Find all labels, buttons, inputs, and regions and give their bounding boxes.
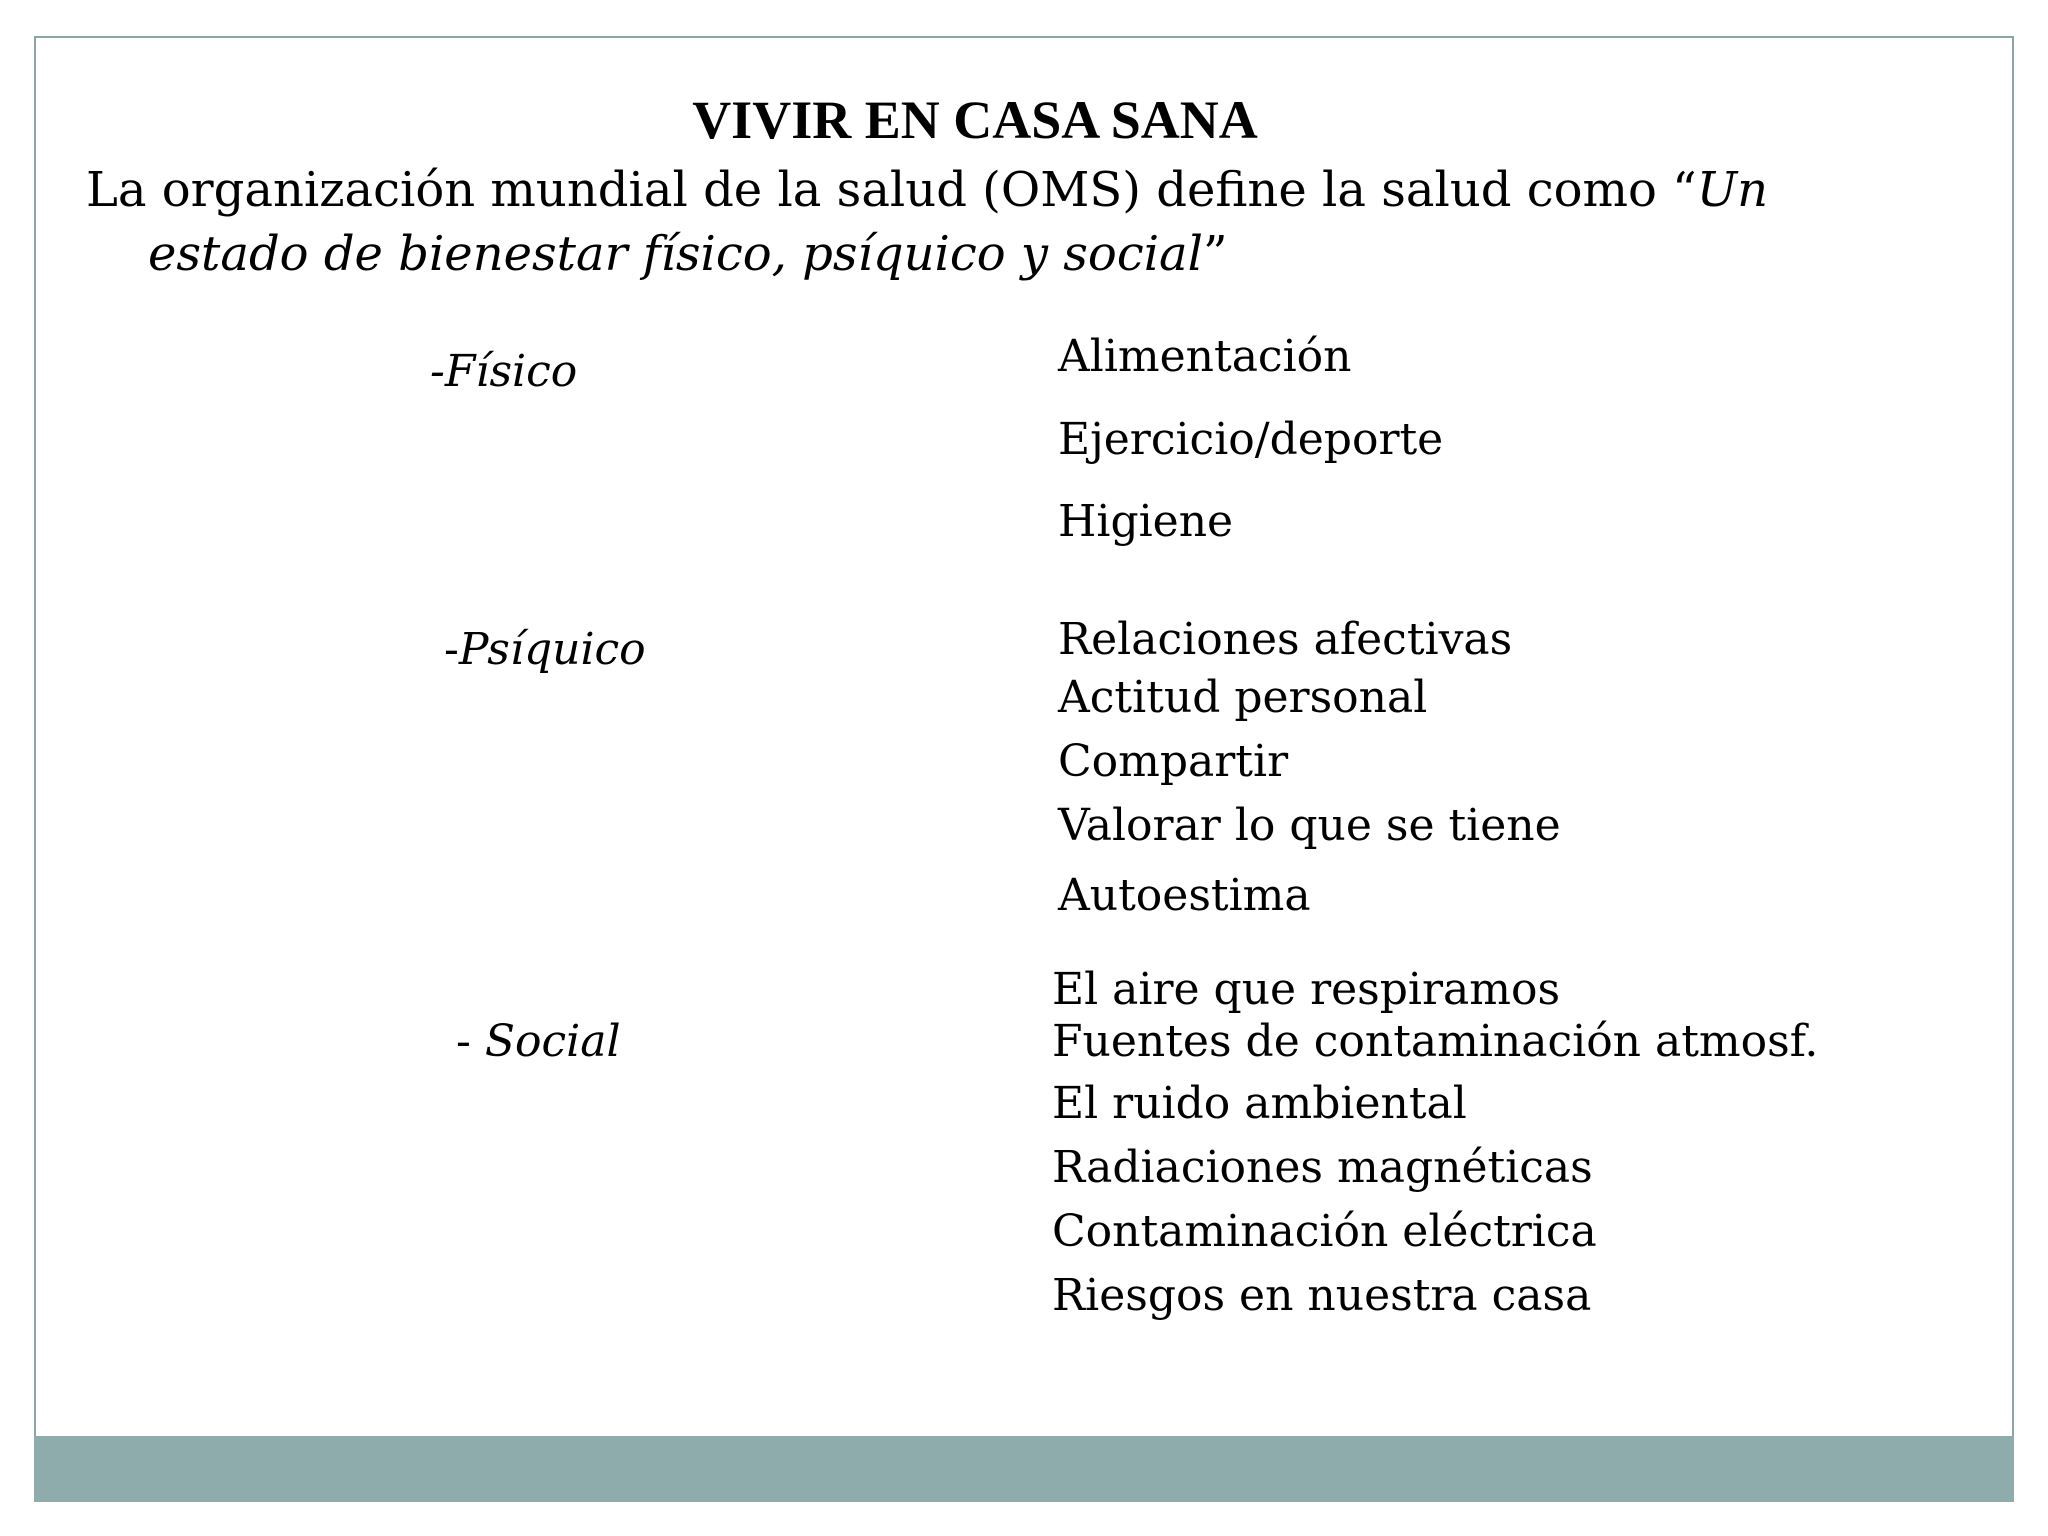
category-social-label: Social (484, 1016, 621, 1067)
intro-line-2 (86, 222, 1966, 286)
intro-paragraph (86, 158, 1966, 286)
category-fisico-prefix: - (430, 346, 445, 397)
category-psiquico (444, 622, 646, 678)
social-item: Contaminación eléctrica (1052, 1206, 1597, 1257)
fisico-item: Alimentación (1058, 331, 1352, 382)
footer-bar (34, 1436, 2014, 1502)
social-item: El ruido ambiental (1052, 1078, 1467, 1129)
psiquico-item: Compartir (1058, 736, 1289, 787)
intro-quote-body: estado de bienestar físico, psíquico y social (148, 226, 1204, 282)
fisico-item: Ejercicio/deporte (1058, 414, 1444, 465)
psiquico-item: Actitud personal (1058, 672, 1428, 723)
intro-text: La organización mundial de la salud (OMS) define la salud como “ (86, 162, 1697, 218)
category-social (456, 1014, 621, 1070)
social-item: Radiaciones magnéticas (1052, 1142, 1593, 1193)
psiquico-item: Valorar lo que se tiene (1058, 800, 1561, 851)
category-fisico-label: Físico (444, 346, 578, 397)
category-psiquico-label: Psíquico (458, 624, 646, 675)
intro-quote-end: ” (1203, 226, 1228, 282)
social-item: Fuentes de contaminación atmosf. (1052, 1016, 1819, 1067)
fisico-item: Higiene (1058, 496, 1234, 547)
psiquico-item: Relaciones afectivas (1058, 614, 1513, 665)
psiquico-item: Autoestima (1058, 870, 1311, 921)
category-social-prefix: - (456, 1016, 485, 1067)
category-fisico (430, 344, 577, 400)
social-item: Riesgos en nuestra casa (1052, 1270, 1592, 1321)
intro-quote-start: Un (1696, 162, 1769, 218)
slide-title: VIVIR EN CASA SANA (692, 90, 1258, 150)
category-psiquico-prefix: - (444, 624, 459, 675)
social-item: El aire que respiramos (1052, 964, 1561, 1015)
